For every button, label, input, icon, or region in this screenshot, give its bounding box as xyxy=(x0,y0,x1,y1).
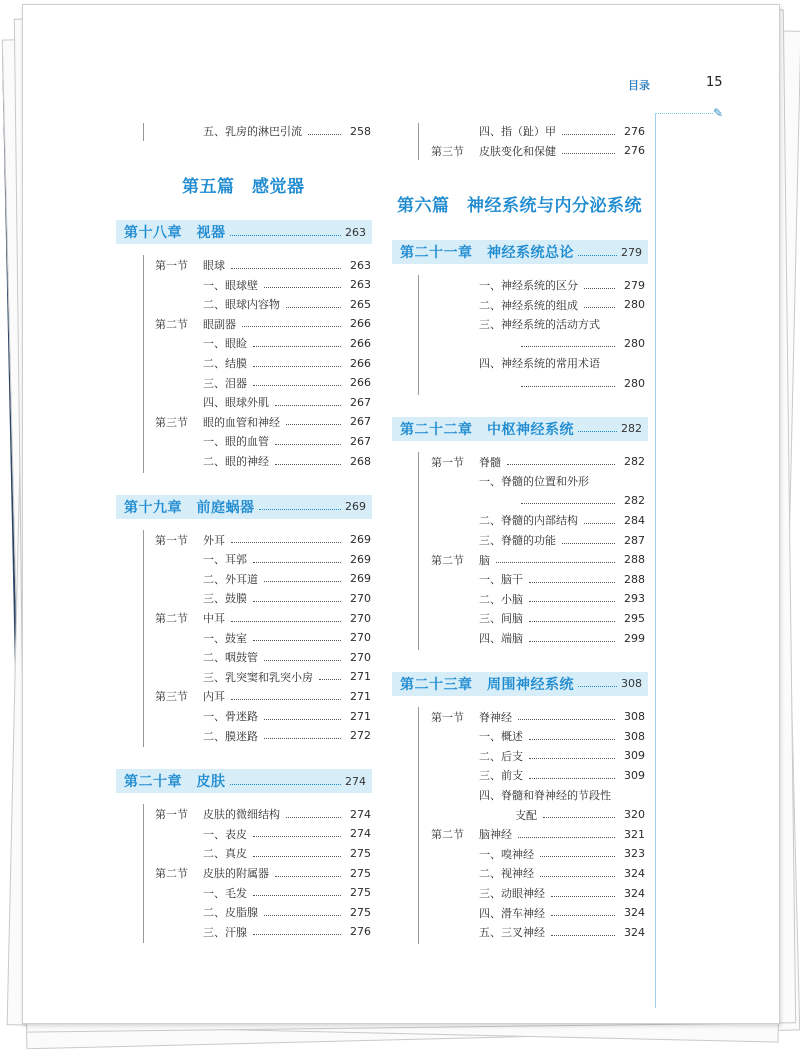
section-label: 第三节 xyxy=(155,415,188,429)
chapter-page: 282 xyxy=(621,422,642,436)
leader-dots xyxy=(578,686,617,687)
toc-entry xyxy=(155,551,371,567)
toc-entry xyxy=(155,708,371,724)
entry-title: 脊髓 xyxy=(479,455,501,469)
chapter-page: 263 xyxy=(345,225,366,239)
leader-dots xyxy=(264,738,341,739)
toc-entry xyxy=(431,767,645,783)
entry-page: 282 xyxy=(624,455,645,469)
toc-entry xyxy=(431,552,645,568)
indent-rule xyxy=(418,275,419,395)
toc-entry xyxy=(155,806,371,822)
leader-dots xyxy=(543,817,615,818)
section-label: 第三节 xyxy=(431,144,464,158)
entry-page: 266 xyxy=(350,356,371,370)
entry-title: 一、概述 xyxy=(479,730,523,744)
leader-dots xyxy=(529,739,615,740)
toc-entry xyxy=(431,787,645,803)
toc-entry xyxy=(431,512,645,528)
entry-page: 324 xyxy=(624,925,645,939)
entry-title: 脑神经 xyxy=(479,828,512,842)
toc-entry xyxy=(155,649,371,665)
entry-page: 309 xyxy=(624,749,645,763)
entry-title: 二、皮脂腺 xyxy=(203,906,258,920)
indent-rule xyxy=(143,123,144,141)
entry-page: 271 xyxy=(350,709,371,723)
entry-page: 267 xyxy=(350,434,371,448)
entry-page: 324 xyxy=(624,906,645,920)
toc-entry xyxy=(431,355,645,371)
entry-title: 二、眼的神经 xyxy=(203,455,269,468)
part-title: 第六篇 神经系统与内分泌系统 xyxy=(397,196,642,216)
entry-title: 三、间脑 xyxy=(479,612,523,626)
toc-entry xyxy=(431,473,645,489)
leader-dots xyxy=(551,915,615,916)
entry-page: 276 xyxy=(624,144,645,158)
entry-page: 295 xyxy=(624,611,645,625)
entry-title: 一、嗅神经 xyxy=(479,847,534,861)
entry-title: 四、神经系统的常用术语 xyxy=(479,357,600,371)
leader-dots xyxy=(264,719,341,720)
toc-entry xyxy=(431,454,645,470)
entry-page: 270 xyxy=(350,611,371,625)
entry-title: 四、脊髓和脊神经的节段性 xyxy=(479,789,611,802)
indent-rule xyxy=(418,452,419,650)
toc-entry xyxy=(431,277,645,293)
entry-title: 三、鼓膜 xyxy=(203,592,247,606)
leader-dots xyxy=(231,699,341,700)
leader-dots xyxy=(584,307,615,308)
leader-dots xyxy=(259,509,342,510)
entry-title: 一、脑干 xyxy=(479,573,523,587)
entry-page: 272 xyxy=(350,729,371,743)
section-label: 第一节 xyxy=(155,533,188,547)
toc-entry xyxy=(155,865,371,881)
entry-title: 四、眼球外肌 xyxy=(203,396,269,410)
toc-entry xyxy=(431,846,645,862)
entry-title: 四、指（趾）甲 xyxy=(479,125,556,138)
section-label: 第二节 xyxy=(431,553,464,567)
leader-dots xyxy=(231,268,341,269)
entry-page: 258 xyxy=(350,124,371,138)
toc-entry xyxy=(431,709,645,725)
leader-dots xyxy=(319,679,341,680)
toc-entry xyxy=(155,257,371,273)
section-label: 第三节 xyxy=(155,690,188,704)
entry-page: 321 xyxy=(624,827,645,841)
leader-dots xyxy=(275,405,341,406)
toc-entry xyxy=(155,688,371,704)
chapter-heading xyxy=(116,769,372,793)
entry-page: 279 xyxy=(624,278,645,292)
entry-title: 三、乳突窦和乳突小房 xyxy=(203,670,313,684)
leader-dots xyxy=(562,134,615,135)
entry-page: 293 xyxy=(624,592,645,606)
indent-rule xyxy=(418,707,419,944)
chapter-page: 308 xyxy=(621,677,642,691)
leader-dots xyxy=(529,582,615,583)
toc-entry xyxy=(155,316,371,332)
toc-entry xyxy=(155,414,371,430)
indent-rule xyxy=(418,123,419,160)
entry-title: 支配 xyxy=(515,808,537,822)
section-label: 第一节 xyxy=(155,259,188,272)
leader-dots xyxy=(253,601,341,602)
leader-dots xyxy=(231,542,341,543)
chapter-title: 第二十一章 神经系统总论 xyxy=(400,245,574,261)
toc-entry xyxy=(155,904,371,920)
entry-page: 267 xyxy=(350,415,371,429)
leader-dots xyxy=(253,640,341,641)
toc-entry xyxy=(431,924,645,940)
entry-title: 一、毛发 xyxy=(203,886,247,900)
entry-title: 三、前支 xyxy=(479,769,523,783)
entry-page: 265 xyxy=(350,297,371,311)
toc-entry xyxy=(155,590,371,606)
entry-title: 中耳 xyxy=(203,612,225,625)
leader-dots xyxy=(275,876,341,877)
entry-page: 266 xyxy=(350,317,371,331)
entry-page: 324 xyxy=(624,866,645,880)
entry-title: 外耳 xyxy=(203,533,225,547)
entry-title: 一、骨迷路 xyxy=(203,710,258,723)
entry-title: 皮肤变化和保健 xyxy=(479,144,556,158)
toc-entry xyxy=(155,630,371,646)
entry-title: 一、耳郭 xyxy=(203,553,247,567)
entry-page: 287 xyxy=(624,533,645,547)
section-label: 第一节 xyxy=(155,808,188,822)
entry-page: 280 xyxy=(624,298,645,312)
entry-page: 275 xyxy=(350,846,371,860)
toc-entry xyxy=(431,336,645,352)
entry-title: 二、真皮 xyxy=(203,847,247,861)
leader-dots xyxy=(521,346,615,347)
toc-entry xyxy=(431,905,645,921)
leader-dots xyxy=(521,503,615,504)
chapter-title: 第二十章 皮肤 xyxy=(124,774,226,791)
toc-entry xyxy=(155,433,371,449)
toc-entry xyxy=(431,571,645,587)
leader-dots xyxy=(529,778,615,779)
toc-entry xyxy=(431,826,645,842)
entry-title: 五、三叉神经 xyxy=(479,926,545,940)
part-title: 第五篇 感觉器 xyxy=(182,177,305,197)
running-header-label: 目录 xyxy=(628,79,650,92)
entry-page: 275 xyxy=(350,905,371,919)
entry-title: 四、滑车神经 xyxy=(479,906,545,920)
entry-page: 276 xyxy=(624,124,645,138)
leader-dots xyxy=(521,386,615,387)
leader-dots xyxy=(529,641,615,642)
leader-dots xyxy=(275,444,341,445)
entry-page: 271 xyxy=(350,670,371,684)
toc-entry xyxy=(155,453,371,469)
leader-dots xyxy=(551,935,615,936)
toc-entry xyxy=(431,316,645,332)
entry-page: 266 xyxy=(350,336,371,350)
toc-entry xyxy=(431,591,645,607)
leader-dots xyxy=(308,134,341,135)
entry-title: 一、脊髓的位置和外形 xyxy=(479,475,589,489)
leader-dots xyxy=(562,543,615,544)
entry-title: 三、泪器 xyxy=(203,376,247,390)
entry-page: 275 xyxy=(350,866,371,880)
toc-entry xyxy=(155,845,371,861)
chapter-title: 第二十二章 中枢神经系统 xyxy=(400,421,574,438)
toc-entry xyxy=(431,885,645,901)
entry-page: 269 xyxy=(350,533,371,547)
entry-page: 269 xyxy=(350,552,371,566)
leader-dots xyxy=(264,287,341,288)
leader-dots xyxy=(518,837,615,838)
toc-entry xyxy=(431,375,645,391)
chapter-heading xyxy=(392,672,648,696)
leader-dots xyxy=(253,562,341,563)
entry-page: 320 xyxy=(624,808,645,822)
entry-title: 三、神经系统的活动方式 xyxy=(479,318,600,332)
indent-rule xyxy=(143,530,144,748)
entry-page: 276 xyxy=(350,925,371,939)
chapter-heading xyxy=(116,220,372,244)
indent-rule xyxy=(143,804,144,943)
entry-page: 282 xyxy=(624,494,645,508)
section-label: 第二节 xyxy=(155,867,188,880)
section-label: 第一节 xyxy=(431,455,464,469)
entry-page: 274 xyxy=(350,827,371,841)
leader-dots xyxy=(264,915,341,916)
leader-dots xyxy=(253,895,341,896)
entry-page: 274 xyxy=(350,807,371,821)
entry-page: 266 xyxy=(350,376,371,390)
entry-title: 一、表皮 xyxy=(203,827,247,841)
entry-page: 309 xyxy=(624,768,645,782)
entry-page: 267 xyxy=(350,395,371,409)
entry-title: 眼副器 xyxy=(203,317,236,331)
entry-page: 268 xyxy=(350,454,371,468)
leader-dots xyxy=(578,431,617,432)
toc-entry xyxy=(155,296,371,312)
toc-entry xyxy=(155,355,371,371)
toc-entry xyxy=(155,885,371,901)
leader-dots xyxy=(562,153,615,154)
toc-entry xyxy=(155,375,371,391)
entry-title: 二、结膜 xyxy=(203,357,247,370)
header-rule xyxy=(655,113,713,114)
entry-page: 270 xyxy=(350,631,371,645)
page-number: 15 xyxy=(706,75,723,90)
entry-title: 一、眼的血管 xyxy=(203,435,269,449)
leader-dots xyxy=(231,621,341,622)
toc-entry xyxy=(155,123,371,139)
toc-entry xyxy=(431,297,645,313)
column-rule xyxy=(655,113,656,1008)
toc-entry xyxy=(155,924,371,940)
leader-dots xyxy=(253,856,341,857)
entry-page: 288 xyxy=(624,553,645,567)
entry-title: 一、眼球壁 xyxy=(203,278,258,292)
entry-title: 二、后支 xyxy=(479,749,523,763)
toc-entry xyxy=(155,277,371,293)
chapter-heading xyxy=(392,240,648,264)
chapter-page: 269 xyxy=(345,500,366,514)
entry-title: 二、脊髓的内部结构 xyxy=(479,514,578,528)
toc-entry xyxy=(155,610,371,626)
entry-title: 眼球 xyxy=(203,259,225,272)
leader-dots xyxy=(253,836,341,837)
leader-dots xyxy=(584,523,615,524)
toc-entry xyxy=(431,630,645,646)
entry-title: 三、汗腺 xyxy=(203,925,247,939)
toc-entry xyxy=(155,532,371,548)
entry-title: 皮肤的附属器 xyxy=(203,867,269,880)
entry-title: 内耳 xyxy=(203,690,225,704)
entry-title: 三、脊髓的功能 xyxy=(479,534,556,547)
section-label: 第二节 xyxy=(155,612,188,625)
toc-entry xyxy=(155,826,371,842)
entry-page: 280 xyxy=(624,376,645,390)
leader-dots xyxy=(584,288,615,289)
toc-entry xyxy=(155,335,371,351)
entry-page: 270 xyxy=(350,591,371,605)
leader-dots xyxy=(578,255,617,256)
indent-rule xyxy=(143,255,144,473)
chapter-heading xyxy=(116,495,372,519)
entry-page: 263 xyxy=(350,278,371,292)
leader-dots xyxy=(264,660,341,661)
leader-dots xyxy=(253,366,341,367)
leader-dots xyxy=(507,464,615,465)
chapter-page: 279 xyxy=(621,245,642,259)
entry-page: 324 xyxy=(624,886,645,900)
entry-title: 一、神经系统的区分 xyxy=(479,279,578,292)
section-label: 第二节 xyxy=(431,828,464,842)
entry-title: 二、膜迷路 xyxy=(203,729,258,743)
leader-dots xyxy=(242,326,341,327)
leader-dots xyxy=(529,758,615,759)
chapter-page: 274 xyxy=(345,774,366,788)
entry-title: 三、动眼神经 xyxy=(479,887,545,900)
toc-entry xyxy=(431,610,645,626)
toc-entry xyxy=(155,571,371,587)
entry-title: 眼的血管和神经 xyxy=(203,415,280,429)
toc-entry xyxy=(155,394,371,410)
toc-entry xyxy=(431,143,645,159)
toc-entry xyxy=(431,123,645,139)
entry-title: 皮肤的微细结构 xyxy=(203,808,280,822)
toc-entry xyxy=(431,807,645,823)
entry-title: 二、小脑 xyxy=(479,592,523,606)
leader-dots xyxy=(253,346,341,347)
entry-page: 288 xyxy=(624,572,645,586)
leader-dots xyxy=(529,621,615,622)
leader-dots xyxy=(496,562,615,563)
leader-dots xyxy=(551,896,615,897)
entry-title: 五、乳房的淋巴引流 xyxy=(203,125,302,138)
leader-dots xyxy=(540,856,615,857)
chapter-title: 第十九章 前庭蜗器 xyxy=(124,499,255,516)
toc-entry xyxy=(431,748,645,764)
leader-dots xyxy=(518,719,615,720)
leader-dots xyxy=(286,817,341,818)
chapter-title: 第二十三章 周围神经系统 xyxy=(400,676,574,693)
entry-page: 275 xyxy=(350,886,371,900)
entry-title: 二、视神经 xyxy=(479,867,534,881)
entry-title: 脑 xyxy=(479,553,490,567)
leader-dots xyxy=(253,385,341,386)
leader-dots xyxy=(540,876,615,877)
leader-dots xyxy=(230,235,342,236)
entry-title: 四、端脑 xyxy=(479,632,523,645)
chapter-title: 第十八章 视器 xyxy=(124,225,226,241)
toc-entry xyxy=(431,493,645,509)
toc-entry xyxy=(155,728,371,744)
toc-entry xyxy=(431,728,645,744)
entry-title: 二、咽鼓管 xyxy=(203,651,258,665)
toc-entry xyxy=(431,865,645,881)
entry-page: 269 xyxy=(350,572,371,586)
entry-title: 一、眼睑 xyxy=(203,337,247,351)
entry-title: 二、外耳道 xyxy=(203,572,258,586)
entry-page: 308 xyxy=(624,729,645,743)
section-label: 第二节 xyxy=(155,317,188,331)
entry-title: 二、眼球内容物 xyxy=(203,298,280,312)
leader-dots xyxy=(230,784,342,785)
leader-dots xyxy=(286,424,341,425)
entry-page: 263 xyxy=(350,258,371,272)
entry-title: 二、神经系统的组成 xyxy=(479,298,578,312)
entry-page: 271 xyxy=(350,689,371,703)
entry-page: 270 xyxy=(350,650,371,664)
leader-dots xyxy=(529,601,615,602)
section-label: 第一节 xyxy=(431,710,464,724)
entry-page: 323 xyxy=(624,847,645,861)
entry-page: 299 xyxy=(624,631,645,645)
leader-dots xyxy=(253,934,341,935)
leader-dots xyxy=(264,581,341,582)
leader-dots xyxy=(286,307,341,308)
chapter-heading xyxy=(392,417,648,441)
leader-dots xyxy=(275,464,341,465)
entry-page: 284 xyxy=(624,513,645,527)
entry-title: 脊神经 xyxy=(479,710,512,724)
entry-title: 一、鼓室 xyxy=(203,631,247,645)
entry-page: 308 xyxy=(624,710,645,724)
entry-page: 280 xyxy=(624,337,645,351)
toc-entry xyxy=(431,532,645,548)
pen-icon: ✎ xyxy=(713,106,724,120)
toc-entry xyxy=(155,669,371,685)
